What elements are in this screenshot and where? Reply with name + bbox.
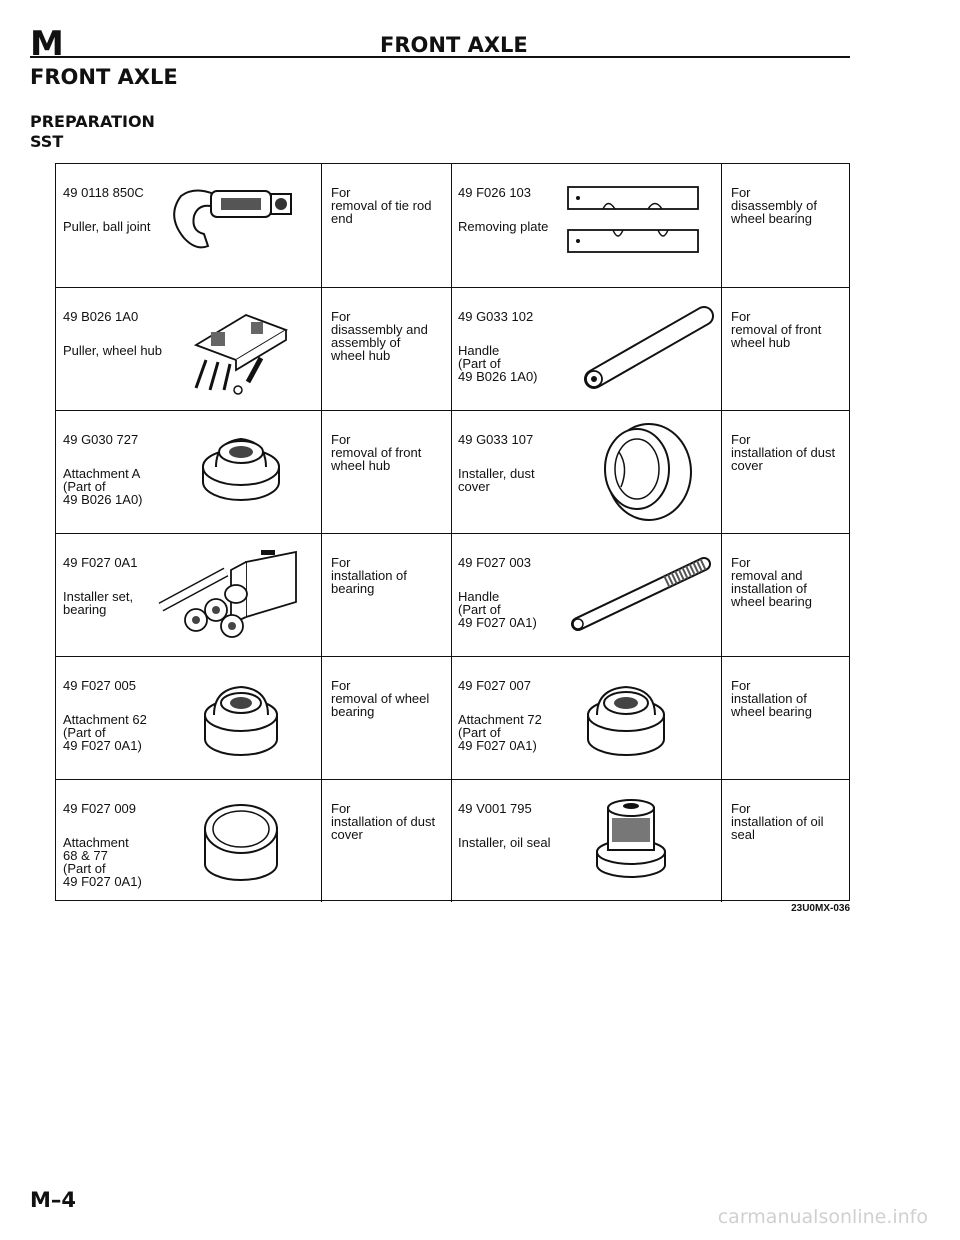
tool-cell [451, 164, 721, 287]
tool-name [63, 713, 147, 752]
tool-cell [451, 657, 721, 780]
text-line: For [331, 185, 351, 200]
text-line: cover [731, 458, 763, 473]
tool-name [458, 836, 551, 849]
text-line: For [731, 432, 751, 447]
handle-icon [579, 304, 719, 399]
usage-text [731, 802, 824, 841]
part-number: 49 G030 727 [63, 432, 139, 447]
text-line: 49 F027 0A1) [458, 738, 537, 753]
tool-cell [451, 411, 721, 534]
text-line: disassembly of [731, 198, 817, 213]
text-line: Attachment A [63, 466, 141, 481]
text-line: For [731, 309, 751, 324]
text-line: wheel bearing [731, 594, 812, 609]
text-line: bearing [63, 602, 107, 617]
text-line: wheel bearing [731, 211, 812, 226]
part-number: 49 G033 107 [458, 432, 534, 447]
text-line: For [731, 801, 751, 816]
text-line: (Part of [63, 725, 106, 740]
installer-set-icon [156, 542, 306, 647]
usage-text [331, 310, 428, 362]
text-line: 49 F027 0A1) [458, 615, 537, 630]
table-row [56, 287, 849, 410]
text-line: 49 B026 1A0) [458, 369, 538, 384]
text-line: (Part of [458, 602, 501, 617]
subheading-sst: SST [30, 132, 64, 151]
text-line: Attachment 72 [458, 712, 542, 727]
tool-name [458, 467, 535, 493]
sst-table [55, 163, 850, 901]
tool-cell [451, 534, 721, 657]
wheel-hub-puller-icon [176, 300, 296, 400]
text-line: wheel hub [731, 335, 791, 350]
tool-name [63, 590, 133, 616]
part-number: 49 0118 850C [63, 185, 144, 200]
text-line: For [731, 185, 751, 200]
ball-joint-puller-icon [156, 176, 306, 271]
text-line: assembly of [331, 335, 401, 350]
tool-name [63, 467, 143, 506]
text-line: installation of dust [731, 445, 836, 460]
table-row [56, 410, 849, 533]
table-row [56, 533, 849, 656]
text-line: disassembly and [331, 322, 428, 337]
usage-cell [321, 780, 451, 903]
tool-name [63, 220, 150, 233]
text-line: installation of [731, 691, 807, 706]
text-line: Installer, oil seal [458, 835, 551, 850]
tool-name [63, 836, 142, 888]
part-number: 49 F027 007 [458, 678, 532, 693]
text-line: Attachment 62 [63, 712, 147, 727]
usage-cell [321, 164, 451, 287]
text-line: installation of [731, 581, 807, 596]
running-header-title: FRONT AXLE [380, 33, 528, 57]
text-line: (Part of [63, 861, 106, 876]
text-line: seal [731, 827, 755, 842]
knurled-handle-icon [566, 554, 716, 639]
text-line: 68 & 77 [63, 848, 108, 863]
tool-name [458, 220, 548, 233]
text-line: For [331, 678, 351, 693]
text-line: removal of front [731, 322, 822, 337]
text-line: removal of tie rod [331, 198, 432, 213]
usage-text [331, 186, 431, 225]
text-line: Puller, ball joint [63, 219, 151, 234]
attachment-68-77-icon [196, 794, 286, 894]
usage-text [731, 679, 812, 718]
part-number: 49 G033 102 [458, 309, 534, 324]
section-title: FRONT AXLE [30, 65, 178, 89]
tool-name [458, 590, 537, 629]
text-line: For [331, 801, 351, 816]
text-line: bearing [331, 581, 375, 596]
part-number: 49 F027 005 [63, 678, 137, 693]
section-letter: M [30, 24, 65, 64]
part-number: 49 F027 009 [63, 801, 137, 816]
usage-text [331, 802, 435, 841]
text-line: For [731, 678, 751, 693]
part-number: 49 B026 1A0 [63, 309, 139, 324]
tool-name [458, 344, 538, 383]
usage-cell [321, 411, 451, 534]
attachment-62-icon [196, 677, 286, 767]
usage-cell [321, 288, 451, 411]
text-line: cover [458, 479, 490, 494]
text-line: Handle [458, 589, 500, 604]
usage-cell [721, 288, 851, 411]
text-line: wheel bearing [731, 704, 812, 719]
attachment-72-icon [581, 677, 671, 767]
text-line: removal and [731, 568, 803, 583]
text-line: For [331, 309, 351, 324]
figure-code: 23U0MX-036 [791, 903, 850, 914]
text-line: removal of front [331, 445, 422, 460]
text-line: For [731, 555, 751, 570]
tool-cell [56, 288, 321, 411]
text-line: 49 F027 0A1) [63, 874, 142, 889]
text-line: (Part of [458, 725, 501, 740]
usage-cell [721, 534, 851, 657]
tool-cell [56, 411, 321, 534]
part-number: 49 F027 0A1 [63, 555, 138, 570]
text-line: installation of dust [331, 814, 436, 829]
text-line: installation of oil [731, 814, 824, 829]
tool-cell [451, 780, 721, 903]
table-row [56, 656, 849, 779]
text-line: 49 F027 0A1) [63, 738, 142, 753]
text-line: wheel hub [331, 458, 391, 473]
tool-cell [56, 534, 321, 657]
usage-cell [721, 411, 851, 534]
usage-text [731, 433, 835, 472]
text-line: Installer, dust [458, 466, 535, 481]
tool-cell [56, 780, 321, 903]
dust-cover-installer-icon [589, 417, 699, 532]
usage-cell [721, 780, 851, 903]
text-line: removal of wheel [331, 691, 430, 706]
usage-cell [321, 657, 451, 780]
text-line: Installer set, [63, 589, 134, 604]
tool-cell [451, 288, 721, 411]
text-line: end [331, 211, 353, 226]
text-line: Puller, wheel hub [63, 343, 163, 358]
text-line: cover [331, 827, 363, 842]
text-line: For [331, 555, 351, 570]
text-line: Handle [458, 343, 500, 358]
header-rule [30, 56, 850, 58]
tool-name [63, 344, 162, 357]
text-line: installation of [331, 568, 407, 583]
text-line: (Part of [458, 356, 501, 371]
table-row [56, 779, 849, 902]
removing-plate-icon [563, 182, 703, 267]
text-line: (Part of [63, 479, 106, 494]
table-row [56, 164, 849, 287]
subheading-preparation: PREPARATION [30, 112, 155, 131]
usage-text [331, 433, 421, 472]
usage-text [731, 186, 817, 225]
text-line: Removing plate [458, 219, 549, 234]
usage-text [331, 679, 429, 718]
usage-cell [321, 534, 451, 657]
tool-cell [56, 164, 321, 287]
tool-cell [56, 657, 321, 780]
part-number: 49 F027 003 [458, 555, 532, 570]
text-line: Attachment [63, 835, 129, 850]
text-line: wheel hub [331, 348, 391, 363]
text-line: 49 B026 1A0) [63, 492, 143, 507]
usage-text [731, 310, 821, 349]
part-number: 49 F026 103 [458, 185, 532, 200]
watermark: carmanualsonline.info [717, 1206, 928, 1228]
usage-text [331, 556, 407, 595]
usage-cell [721, 657, 851, 780]
part-number: 49 V001 795 [458, 801, 532, 816]
usage-cell [721, 164, 851, 287]
usage-text [731, 556, 812, 608]
attachment-a-icon [196, 427, 286, 517]
tool-name [458, 713, 542, 752]
page-number: M–4 [30, 1188, 77, 1212]
oil-seal-installer-icon [586, 790, 676, 890]
text-line: For [331, 432, 351, 447]
text-line: bearing [331, 704, 375, 719]
